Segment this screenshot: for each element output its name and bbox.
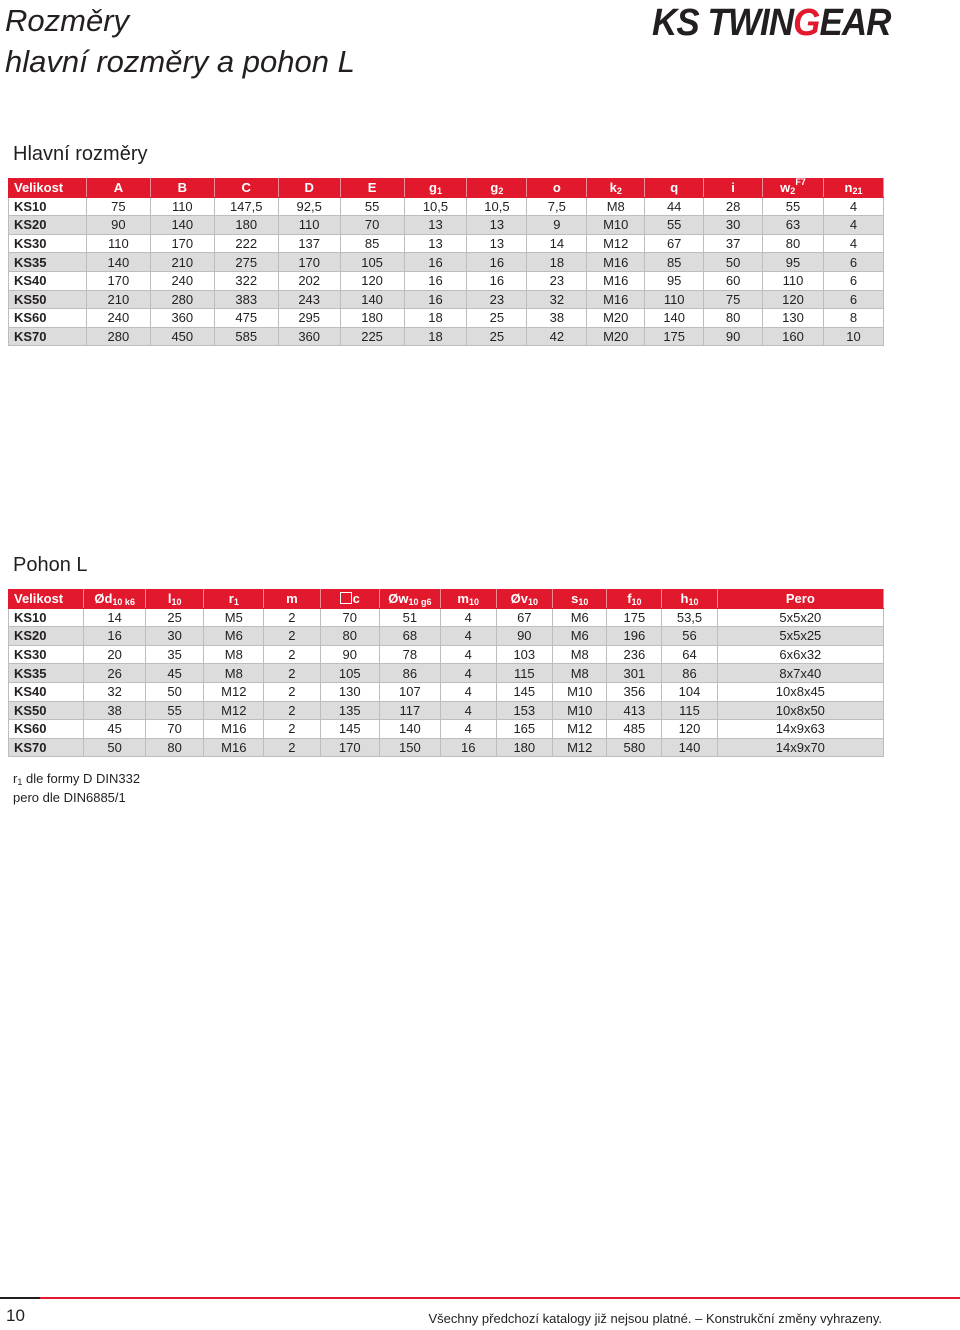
value-cell: 90: [86, 216, 150, 235]
value-cell: M6: [553, 627, 607, 646]
value-cell: 16: [467, 253, 527, 272]
size-cell: KS30: [9, 234, 87, 253]
value-cell: 165: [496, 720, 552, 739]
column-header: $s_{10}$: [553, 590, 607, 609]
column-header: C: [214, 179, 278, 198]
value-cell: 383: [214, 290, 278, 309]
value-cell: 10x8x45: [717, 682, 883, 701]
value-cell: 9: [527, 216, 587, 235]
value-cell: 153: [496, 701, 552, 720]
column-header: o: [527, 179, 587, 198]
value-cell: 280: [86, 327, 150, 346]
value-cell: 70: [320, 608, 379, 627]
value-cell: 580: [607, 738, 662, 757]
value-cell: 275: [214, 253, 278, 272]
value-cell: 175: [607, 608, 662, 627]
column-header: m: [264, 590, 320, 609]
value-cell: 110: [763, 271, 824, 290]
value-cell: 170: [86, 271, 150, 290]
value-cell: 32: [84, 682, 145, 701]
value-cell: 10x8x50: [717, 701, 883, 720]
value-cell: 4: [440, 608, 496, 627]
value-cell: 236: [607, 645, 662, 664]
value-cell: 13: [404, 216, 467, 235]
size-cell: KS60: [9, 309, 87, 328]
value-cell: 10,5: [467, 197, 527, 216]
value-cell: 105: [320, 664, 379, 683]
value-cell: 4: [440, 664, 496, 683]
value-cell: 322: [214, 271, 278, 290]
value-cell: 110: [278, 216, 340, 235]
value-cell: 140: [340, 290, 404, 309]
value-cell: 16: [404, 271, 467, 290]
value-cell: 413: [607, 701, 662, 720]
value-cell: M12: [204, 682, 264, 701]
value-cell: 2: [264, 664, 320, 683]
value-cell: 95: [645, 271, 704, 290]
value-cell: 4: [823, 234, 883, 253]
value-cell: 475: [214, 309, 278, 328]
value-cell: 107: [379, 682, 440, 701]
table-row: [9, 290, 884, 309]
page-title-line1: Rozměry: [5, 3, 130, 38]
size-cell: KS20: [9, 627, 84, 646]
value-cell: 2: [264, 627, 320, 646]
value-cell: 175: [645, 327, 704, 346]
drive-l-heading: Pohon L: [13, 554, 88, 576]
size-cell: KS10: [9, 197, 87, 216]
table-row: [9, 309, 884, 328]
value-cell: 4: [440, 627, 496, 646]
value-cell: 25: [467, 327, 527, 346]
size-cell: KS35: [9, 664, 84, 683]
main-dimensions-table: [8, 178, 884, 346]
value-cell: 67: [496, 608, 552, 627]
value-cell: 180: [496, 738, 552, 757]
value-cell: 85: [645, 253, 704, 272]
column-header: Velikost: [9, 179, 87, 198]
value-cell: 2: [264, 701, 320, 720]
table-row: [9, 664, 884, 683]
value-cell: 90: [704, 327, 763, 346]
value-cell: 6: [823, 290, 883, 309]
value-cell: 90: [320, 645, 379, 664]
value-cell: 67: [645, 234, 704, 253]
value-cell: 16: [440, 738, 496, 757]
value-cell: 26: [84, 664, 145, 683]
value-cell: 50: [84, 738, 145, 757]
value-cell: 68: [379, 627, 440, 646]
table-row: [9, 253, 884, 272]
value-cell: 137: [278, 234, 340, 253]
value-cell: 6: [823, 253, 883, 272]
value-cell: 53,5: [662, 608, 717, 627]
value-cell: 360: [150, 309, 214, 328]
value-cell: 196: [607, 627, 662, 646]
value-cell: 23: [467, 290, 527, 309]
value-cell: 225: [340, 327, 404, 346]
value-cell: M8: [553, 645, 607, 664]
value-cell: 301: [607, 664, 662, 683]
column-header: $m_{10}$: [440, 590, 496, 609]
value-cell: 75: [704, 290, 763, 309]
value-cell: 222: [214, 234, 278, 253]
value-cell: 104: [662, 682, 717, 701]
table-row: [9, 720, 884, 739]
value-cell: 14: [527, 234, 587, 253]
footnote-r1: $r_1$ dle formy D DIN332: [13, 771, 141, 787]
table-header-row: [9, 179, 884, 198]
column-header: $n_{21}$: [823, 179, 883, 198]
value-cell: 45: [84, 720, 145, 739]
value-cell: M12: [553, 738, 607, 757]
value-cell: 78: [379, 645, 440, 664]
value-cell: 60: [704, 271, 763, 290]
value-cell: M10: [553, 682, 607, 701]
value-cell: 16: [467, 271, 527, 290]
value-cell: M8: [204, 664, 264, 683]
value-cell: 140: [645, 309, 704, 328]
footer-disclaimer: Všechny předchozí katalogy již nejsou platné. – Konstrukční změny vyhrazeny.: [428, 1311, 882, 1326]
table-row: [9, 738, 884, 757]
value-cell: M20: [587, 327, 645, 346]
column-header: $w_2^{F7}$: [763, 179, 824, 198]
value-cell: 160: [763, 327, 824, 346]
value-cell: 13: [467, 216, 527, 235]
column-header: Pero: [717, 590, 883, 609]
table-row: [9, 608, 884, 627]
drive-l-table: [8, 589, 884, 757]
value-cell: 4: [823, 197, 883, 216]
value-cell: 50: [145, 682, 204, 701]
value-cell: M16: [204, 738, 264, 757]
value-cell: 45: [145, 664, 204, 683]
value-cell: 86: [662, 664, 717, 683]
value-cell: 80: [145, 738, 204, 757]
column-header: B: [150, 179, 214, 198]
column-header: E: [340, 179, 404, 198]
size-cell: KS70: [9, 738, 84, 757]
value-cell: 14: [84, 608, 145, 627]
value-cell: 42: [527, 327, 587, 346]
column-header: c: [320, 590, 379, 609]
value-cell: 140: [86, 253, 150, 272]
value-cell: M20: [587, 309, 645, 328]
value-cell: M6: [553, 608, 607, 627]
value-cell: 4: [440, 720, 496, 739]
value-cell: 117: [379, 701, 440, 720]
value-cell: 180: [340, 309, 404, 328]
column-header: A: [86, 179, 150, 198]
column-header: i: [704, 179, 763, 198]
value-cell: 8: [823, 309, 883, 328]
size-cell: KS40: [9, 271, 87, 290]
size-cell: KS20: [9, 216, 87, 235]
size-cell: KS10: [9, 608, 84, 627]
table-row: [9, 682, 884, 701]
value-cell: 80: [763, 234, 824, 253]
value-cell: M12: [553, 720, 607, 739]
value-cell: 147,5: [214, 197, 278, 216]
column-header: q: [645, 179, 704, 198]
value-cell: 14x9x70: [717, 738, 883, 757]
value-cell: 180: [214, 216, 278, 235]
value-cell: 5x5x20: [717, 608, 883, 627]
column-header: D: [278, 179, 340, 198]
value-cell: 140: [662, 738, 717, 757]
value-cell: 86: [379, 664, 440, 683]
square-icon: [340, 592, 352, 604]
value-cell: 120: [763, 290, 824, 309]
value-cell: 140: [379, 720, 440, 739]
value-cell: 38: [527, 309, 587, 328]
value-cell: 145: [320, 720, 379, 739]
value-cell: M6: [204, 627, 264, 646]
value-cell: M8: [204, 645, 264, 664]
value-cell: 35: [145, 645, 204, 664]
size-cell: KS70: [9, 327, 87, 346]
value-cell: M16: [204, 720, 264, 739]
value-cell: M16: [587, 271, 645, 290]
value-cell: 75: [86, 197, 150, 216]
value-cell: 55: [340, 197, 404, 216]
value-cell: M16: [587, 253, 645, 272]
table-row: [9, 645, 884, 664]
value-cell: 63: [763, 216, 824, 235]
value-cell: 20: [84, 645, 145, 664]
value-cell: 44: [645, 197, 704, 216]
size-cell: KS50: [9, 701, 84, 720]
value-cell: 10,5: [404, 197, 467, 216]
value-cell: 50: [704, 253, 763, 272]
value-cell: 120: [662, 720, 717, 739]
value-cell: 55: [645, 216, 704, 235]
value-cell: 240: [86, 309, 150, 328]
value-cell: 450: [150, 327, 214, 346]
value-cell: 55: [145, 701, 204, 720]
value-cell: 210: [150, 253, 214, 272]
value-cell: 18: [404, 327, 467, 346]
value-cell: 95: [763, 253, 824, 272]
value-cell: 70: [145, 720, 204, 739]
value-cell: 280: [150, 290, 214, 309]
value-cell: 16: [84, 627, 145, 646]
value-cell: 38: [84, 701, 145, 720]
column-header: $Øw_{10 g6}$: [379, 590, 440, 609]
value-cell: 2: [264, 682, 320, 701]
value-cell: 80: [704, 309, 763, 328]
column-header: $Øv_{10}$: [496, 590, 552, 609]
value-cell: 360: [278, 327, 340, 346]
value-cell: 140: [150, 216, 214, 235]
value-cell: 23: [527, 271, 587, 290]
value-cell: M12: [204, 701, 264, 720]
value-cell: 170: [278, 253, 340, 272]
value-cell: M10: [587, 216, 645, 235]
value-cell: 115: [662, 701, 717, 720]
column-header: $Ød_{10 k6}$: [84, 590, 145, 609]
value-cell: 30: [704, 216, 763, 235]
value-cell: 80: [320, 627, 379, 646]
size-cell: KS40: [9, 682, 84, 701]
value-cell: 585: [214, 327, 278, 346]
value-cell: 115: [496, 664, 552, 683]
size-cell: KS30: [9, 645, 84, 664]
value-cell: 55: [763, 197, 824, 216]
value-cell: 110: [86, 234, 150, 253]
value-cell: M10: [553, 701, 607, 720]
value-cell: 85: [340, 234, 404, 253]
value-cell: 70: [340, 216, 404, 235]
value-cell: 150: [379, 738, 440, 757]
footnote-key: pero dle DIN6885/1: [13, 790, 126, 805]
page-title: [5, 0, 355, 82]
value-cell: 4: [440, 682, 496, 701]
value-cell: 145: [496, 682, 552, 701]
value-cell: 18: [404, 309, 467, 328]
page-number: 10: [6, 1306, 25, 1325]
value-cell: 32: [527, 290, 587, 309]
table-row: [9, 197, 884, 216]
value-cell: 202: [278, 271, 340, 290]
table-header-row: [9, 590, 884, 609]
value-cell: 120: [340, 271, 404, 290]
value-cell: 18: [527, 253, 587, 272]
value-cell: 170: [150, 234, 214, 253]
footer-divider: [0, 1297, 960, 1299]
value-cell: 110: [645, 290, 704, 309]
column-header: Velikost: [9, 590, 84, 609]
value-cell: 92,5: [278, 197, 340, 216]
value-cell: 7,5: [527, 197, 587, 216]
value-cell: 130: [320, 682, 379, 701]
value-cell: 5x5x25: [717, 627, 883, 646]
value-cell: 210: [86, 290, 150, 309]
value-cell: 6: [823, 271, 883, 290]
value-cell: 6x6x32: [717, 645, 883, 664]
value-cell: M8: [587, 197, 645, 216]
value-cell: 135: [320, 701, 379, 720]
column-header: $g_1$: [404, 179, 467, 198]
column-header: $f_{10}$: [607, 590, 662, 609]
value-cell: 4: [440, 645, 496, 664]
column-header: $h_{10}$: [662, 590, 717, 609]
value-cell: 240: [150, 271, 214, 290]
footnotes: [13, 769, 140, 807]
value-cell: 4: [440, 701, 496, 720]
value-cell: 16: [404, 290, 467, 309]
value-cell: 25: [467, 309, 527, 328]
column-header: $g_2$: [467, 179, 527, 198]
value-cell: 28: [704, 197, 763, 216]
main-dimensions-heading: Hlavní rozměry: [13, 143, 148, 165]
value-cell: 485: [607, 720, 662, 739]
value-cell: 2: [264, 645, 320, 664]
value-cell: 37: [704, 234, 763, 253]
brand-logo: KS TWINGEAR: [652, 2, 891, 44]
value-cell: 243: [278, 290, 340, 309]
size-cell: KS60: [9, 720, 84, 739]
value-cell: 10: [823, 327, 883, 346]
column-header: $l_{10}$: [145, 590, 204, 609]
value-cell: 110: [150, 197, 214, 216]
table-row: [9, 327, 884, 346]
page-title-line2: hlavní rozměry a pohon L: [5, 44, 355, 79]
value-cell: 13: [404, 234, 467, 253]
value-cell: 56: [662, 627, 717, 646]
value-cell: 16: [404, 253, 467, 272]
size-cell: KS50: [9, 290, 87, 309]
value-cell: 130: [763, 309, 824, 328]
value-cell: 103: [496, 645, 552, 664]
size-cell: KS35: [9, 253, 87, 272]
value-cell: M5: [204, 608, 264, 627]
value-cell: 25: [145, 608, 204, 627]
value-cell: 30: [145, 627, 204, 646]
value-cell: 64: [662, 645, 717, 664]
table-row: [9, 627, 884, 646]
value-cell: 14x9x63: [717, 720, 883, 739]
value-cell: 90: [496, 627, 552, 646]
value-cell: 2: [264, 738, 320, 757]
value-cell: 2: [264, 608, 320, 627]
value-cell: 105: [340, 253, 404, 272]
value-cell: 8x7x40: [717, 664, 883, 683]
value-cell: 4: [823, 216, 883, 235]
table-row: [9, 701, 884, 720]
value-cell: M12: [587, 234, 645, 253]
column-header: $r_1$: [204, 590, 264, 609]
value-cell: 2: [264, 720, 320, 739]
value-cell: M8: [553, 664, 607, 683]
value-cell: 13: [467, 234, 527, 253]
table-row: [9, 216, 884, 235]
value-cell: 356: [607, 682, 662, 701]
column-header: $k_2$: [587, 179, 645, 198]
value-cell: M16: [587, 290, 645, 309]
value-cell: 295: [278, 309, 340, 328]
value-cell: 51: [379, 608, 440, 627]
table-row: [9, 271, 884, 290]
value-cell: 170: [320, 738, 379, 757]
table-row: [9, 234, 884, 253]
